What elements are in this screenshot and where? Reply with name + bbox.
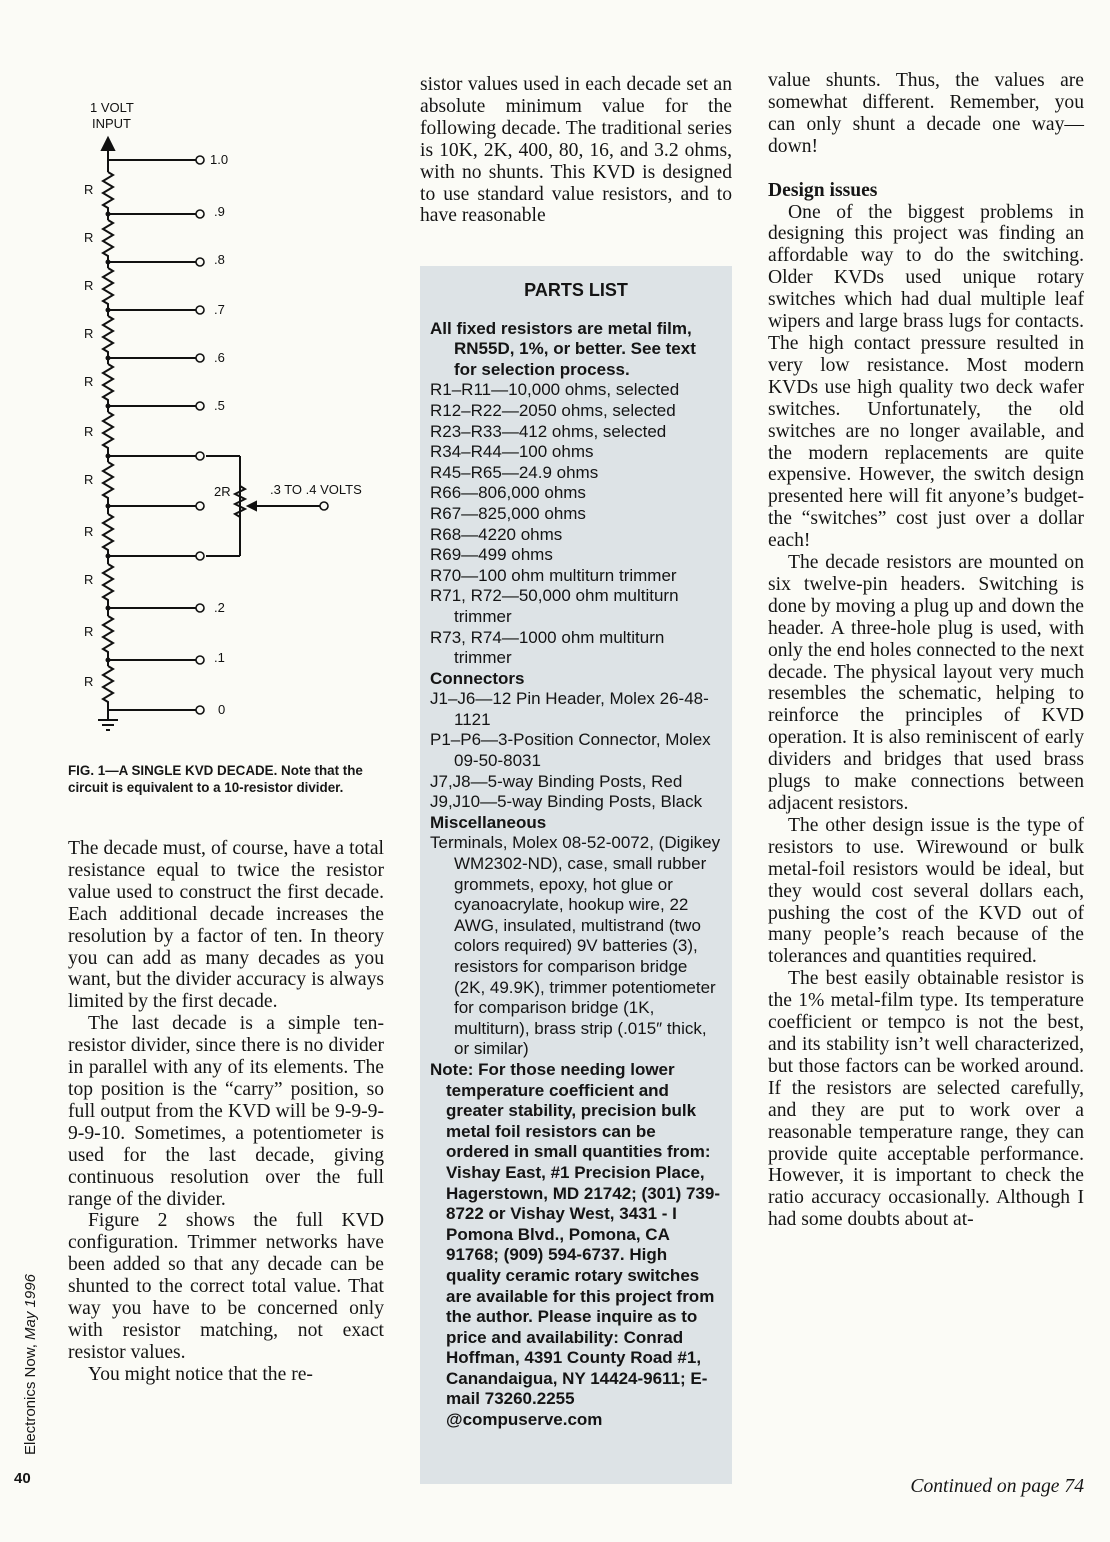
resistor-label: R (84, 230, 94, 245)
parts-list-item: R69—499 ohms (430, 545, 553, 565)
column-3 (768, 70, 1084, 1500)
section-heading: Design issues (768, 179, 878, 201)
resistor-r3 (103, 268, 113, 306)
tap-label: .2 (214, 600, 225, 615)
parts-list-item: R68—4220 ohms (430, 524, 563, 544)
resistor-label: R (84, 182, 94, 197)
resistor-label: R (84, 472, 94, 487)
paragraph: The best easily obtainable resistor is the 1% metal-film type. Its temperature coefficient or tempco is not the best, and its stability isn’t well characterized, but those factors can be worked around. If the resistors are selected carefully, and they are put to work over a reasonable temperature range, they can provide quite acceptable performance. However, it is important to check the ratio accuracy occasionally. Although I had some doubts about at- (768, 968, 1084, 1231)
publication-credit (22, 1274, 39, 1455)
paragraph: value shunts. Thus, the values are somewhat different. Remember, you can only shunt a decade one way—down! (768, 70, 1084, 157)
input-label-line1: 1 VOLT (90, 100, 134, 115)
potentiometer-2r (235, 486, 245, 517)
parts-list-item: J7,J8—5-way Binding Posts, Red (430, 771, 683, 791)
paragraph: One of the biggest problems in designing this project was finding an affordable way to do the switching. Older KVDs used unique rotary switches which had dual multiple leaf wipers and large brass lugs for contacts. The high contact pressure resulted in very low resistance. Most modern KVDs use high quality two deck wafer switches. Unfortunately, the old switches are no longer available, and the modern replacements are quite expensive. However, the switch design presented here will fit anyone’s budget- the “switches” cost just over a dollar each! (768, 201, 1084, 552)
tap-label: .6 (214, 350, 225, 365)
resistor-r11 (103, 666, 113, 704)
input-arrow-icon (102, 138, 114, 150)
resistor-label: R (84, 674, 94, 689)
tap-label: 0 (218, 702, 226, 717)
continued-notice: Continued on page 74 (910, 1476, 1084, 1497)
paragraph: Figure 2 shows the full KVD configuration. Trimmer networks have been added so that any decade can be shunted to the correct total value. That way you have to be concerned only with resistor matching, not exact resistor values. (68, 1210, 384, 1363)
resistor-r4 (103, 316, 113, 354)
parts-list-item: R66—806,000 ohms (430, 483, 586, 503)
connectors-heading: Connectors (430, 668, 525, 688)
resistor-label: R (84, 524, 94, 539)
tap-label: 1.0 (210, 152, 229, 167)
parts-list-item: R34–R44—100 ohms (430, 442, 594, 462)
parts-list-item: R71, R72—50,000 ohm multiturn trimmer (430, 586, 679, 626)
issue-date: May 1996 (22, 1274, 39, 1340)
figure-1-schematic (68, 70, 384, 760)
resistor-label: R (84, 624, 94, 639)
fixed-resistor-note: All fixed resistors are metal film, RN55D, 1%, or better. See text for selection process. (430, 318, 696, 379)
tap-label: .9 (214, 204, 225, 219)
parts-list-item: R67—825,000 ohms (430, 503, 586, 523)
resistor-r5 (103, 364, 113, 402)
output-label: .3 TO .4 VOLTS (270, 482, 362, 497)
resistor-label: R (84, 374, 94, 389)
resistor-label: R (84, 326, 94, 341)
parts-list-item: R45–R65—24.9 ohms (430, 462, 599, 482)
tap-label: .8 (214, 252, 225, 267)
paragraph: The decade must, of course, have a total resistance equal to twice the resistor value used to construct the first decade. Each additional decade increases the resolution by a factor of ten. In theory you can add as many decades as you want, but the divider accuracy is always limited by the first decade. (68, 838, 384, 1013)
tap-label: .7 (214, 302, 225, 317)
miscellaneous-heading: Miscellaneous (430, 812, 547, 832)
resistor-r2 (103, 220, 113, 258)
parts-list-item: R23–R33—412 ohms, selected (430, 421, 667, 441)
parts-list-item: Terminals, Molex 08-52-0072, (Digikey WM2302-ND), case, small rubber grommets, epoxy, hot glue or cyanoacrylate, hookup wire, 22 AWG, insulated, multistrand (two colors required) 9V batteries (3), resistors for comparison bridge (2K, 49.9K), trimmer potentiometer for comparison bridge (1K, multiturn), brass strip (.015″ thick, or similar) (430, 833, 721, 1059)
resistor-r6 (103, 412, 113, 450)
kvd-decade-schematic (68, 70, 384, 760)
column-1 (68, 70, 384, 1500)
paragraph: The other design issue is the type of resistors to use. Wirewound or bulk metal-foil resistors would be ideal, but they would cost several dollars each, pushing the cost of the KVD out of many people’s reach because of the tolerances and quantities required. (768, 814, 1084, 968)
resistor-label: R (84, 278, 94, 293)
resistor-r8 (103, 514, 113, 552)
parts-list-item: R70—100 ohm multiturn trimmer (430, 565, 677, 585)
input-label-line2: INPUT (92, 116, 131, 131)
parts-list-box (420, 266, 732, 1484)
pot-label: 2R (214, 484, 231, 499)
resistor-label: R (84, 572, 94, 587)
resistor-r9 (103, 564, 113, 602)
parts-list-item: P1–P6—3-Position Connector, Molex 09-50-8031 (430, 730, 711, 771)
paragraph: sistor values used in each decade set an absolute minimum value for the following decade. The traditional series is 10K, 2K, 400, 80, 16, and 3.2 ohms, with no shunts. This KVD is designed to use standard value resistors, and to have reasonable (420, 74, 732, 227)
resistor-label: R (84, 424, 94, 439)
parts-list-item: J9,J10—5-way Binding Posts, Black (430, 792, 703, 812)
parts-list-note: Note: For those needing lower temperature coefficient and greater stability, precision bulk metal foil resistors can be ordered in small quantities from: Vishay East, #1 Precision Place, Hagerstown, MD 21742; (301) 739-8722 or Vishay West, 3431 - I Pomona Blvd., Pomona, CA 91768; (909) 594-6737. High quality ceramic rotary switches are available for this project from the author. Please inquire as to price and availability: Conrad Hoffman, 4391 County Road #1, Canandaigua, NY 14424-9611; E-mail 73260.2255 @compuserve.com (430, 1059, 720, 1430)
parts-list-item: R73, R74—1000 ohm multiturn trimmer (430, 627, 665, 668)
paragraph: The decade resistors are mounted on six twelve-pin headers. Switching is done by moving a plug up and down the header. A three-hole plug is used, with only the end holes connected to the next decade. The physical layout very much resembles the schematic, helping to reinforce the principles of KVD operation. It is also reminiscent of early dividers and bridges that used brass plugs to make connections between adjacent resistors. (768, 552, 1084, 814)
parts-list-item: R1–R11—10,000 ohms, selected (430, 380, 680, 400)
figure-caption: FIG. 1—A SINGLE KVD DECADE. Note that the circuit is equivalent to a 10-resistor divider. (68, 763, 363, 795)
paragraph: The last decade is a simple ten-resistor divider, since there is no divider in parallel with any of its elements. The top position is the “carry” position, so full output from the KVD will be 9-9-9-9-9-10. Sometimes, a potentiometer is used for the last decade, giving continuous resolution over the full range of the divider. (68, 1013, 384, 1210)
page-number: 40 (14, 1470, 31, 1487)
resistor-r10 (103, 616, 113, 654)
column-2 (420, 70, 732, 1500)
parts-list-title: PARTS LIST (524, 280, 628, 300)
publication-name: Electronics Now, (22, 1344, 39, 1455)
tap-label: .5 (214, 398, 225, 413)
resistor-r1 (103, 172, 113, 210)
paragraph: You might notice that the re- (88, 1363, 313, 1385)
parts-list-item: J1–J6—12 Pin Header, Molex 26-48-1121 (430, 689, 709, 729)
parts-list-item: R12–R22—2050 ohms, selected (430, 400, 676, 420)
tap-label: .1 (214, 650, 225, 665)
resistor-r7 (103, 462, 113, 500)
column-1-body (68, 838, 384, 1386)
